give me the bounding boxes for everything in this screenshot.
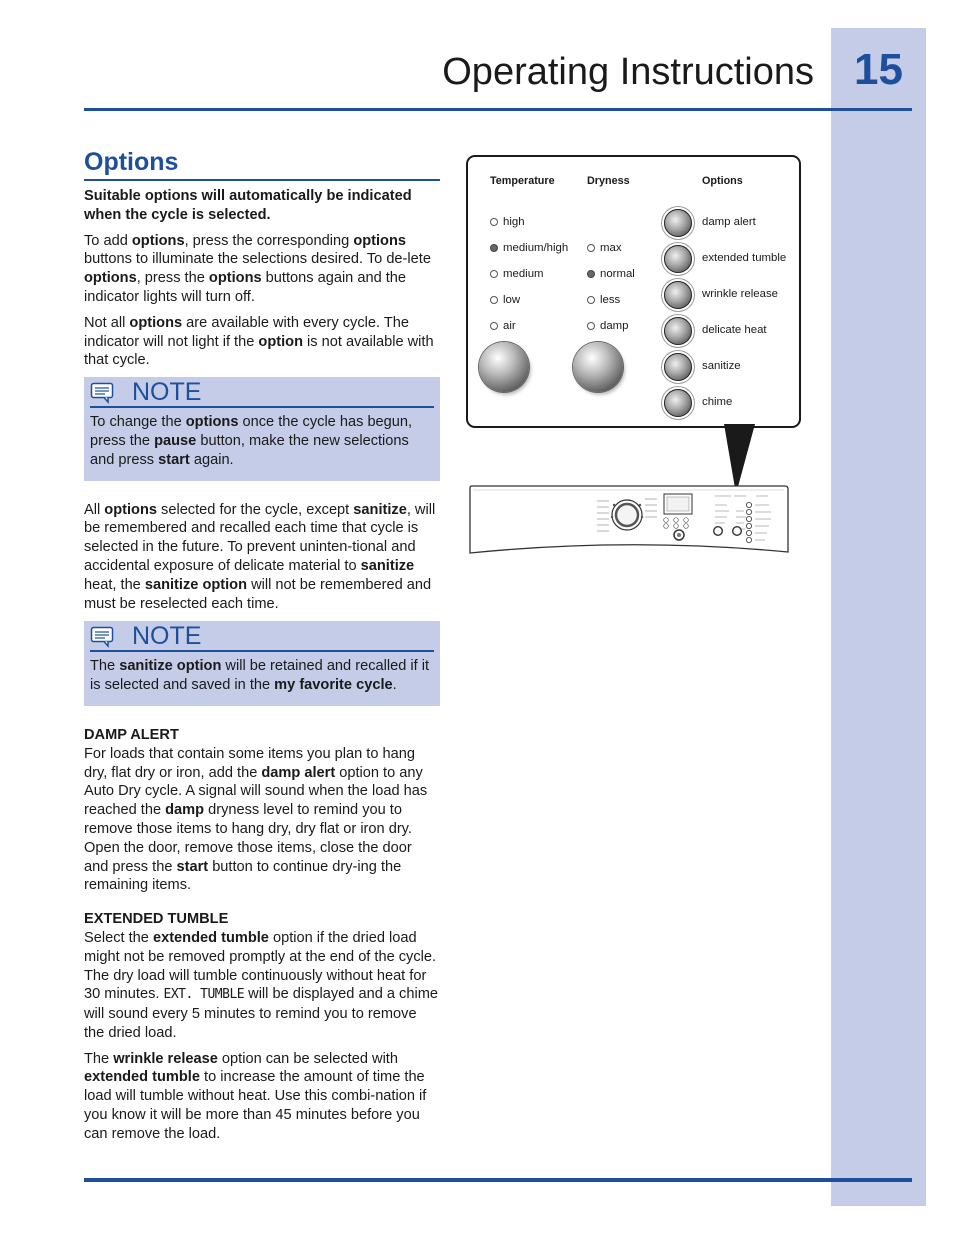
temperature-header: Temperature	[490, 175, 555, 187]
dryness-less-indicator: less	[587, 294, 620, 306]
temperature-knob[interactable]	[479, 342, 529, 392]
note-header	[90, 624, 434, 652]
note-title: NOTE	[132, 622, 202, 651]
note-box-change-options	[84, 377, 440, 480]
temp-medium-indicator: medium	[490, 268, 544, 280]
extended-tumble-label: extended tumble	[702, 252, 787, 264]
indicator-light	[587, 270, 595, 278]
control-panel-detail	[466, 155, 801, 428]
remembered-options-paragraph: All options selected for the cycle, except sanitize, will be remembered and recalled each time that cycle is selected in the future. To prevent uninten-tional and accidental exposure of delicate material to sanitize heat, the sanitize option will not be remembered and must be reselected each time.	[84, 501, 436, 612]
extended-tumble-paragraph: Select the extended tumble option if the dried load might not be removed promptly at the end of the cycle. The dry load will tumble continuously without heat for 30 minutes. EXT. TUMBLE will be displayed and a chime will sound every 5 minutes to remind you to remove the dried load.	[84, 929, 438, 1041]
note-box-sanitize	[84, 621, 440, 706]
options-header: Options	[702, 175, 743, 187]
dryness-knob[interactable]	[573, 342, 623, 392]
side-band	[831, 28, 926, 1206]
page-number: 15	[854, 45, 903, 94]
temp-medium-high-indicator: medium/high	[490, 242, 568, 254]
dryness-header: Dryness	[587, 175, 630, 187]
wrinkle-release-paragraph: The wrinkle release option can be selected with extended tumble to increase the amount of time the load will tumble without heat. Use this combi-nation if you know it will be more than 45 minutes before you can remove the load.	[84, 1050, 427, 1142]
delicate-heat-label: delicate heat	[702, 324, 767, 336]
note-header	[90, 380, 434, 408]
indicator-light	[490, 244, 498, 252]
indicator-light	[587, 296, 595, 304]
sanitize-label: sanitize	[702, 360, 741, 372]
indicator-light	[490, 218, 498, 226]
note-icon	[90, 626, 114, 648]
dryness-damp-indicator: damp	[587, 320, 629, 332]
damp-alert-paragraph: For loads that contain some items you plan to hang dry, flat dry or iron, add the damp alert option to any Auto Dry cycle. A signal will sound when the load has reached the damp dryness level to remind you to remove those items to hang dry, dry flat or iron dry. Open the door, remove those items, close the door and press the start button to continue dry-ing the remaining items.	[84, 745, 428, 894]
wrinkle-release-label: wrinkle release	[702, 288, 778, 300]
damp-alert-button[interactable]	[664, 209, 692, 237]
indicator-light	[587, 322, 595, 330]
damp-alert-heading: DAMP ALERT	[84, 726, 179, 743]
delicate-heat-button[interactable]	[664, 317, 692, 345]
temp-air-indicator: air	[490, 320, 516, 332]
header-rule	[84, 108, 912, 111]
intro-paragraph: Suitable options will automatically be indicated when the cycle is selected.	[84, 188, 412, 223]
chime-button[interactable]	[664, 389, 692, 417]
dryness-normal-indicator: normal	[587, 268, 635, 280]
note-body: To change the options once the cycle has begun, press the pause button, make the new selections and press start again.	[90, 414, 413, 468]
indicator-light	[490, 270, 498, 278]
indicator-light	[490, 322, 498, 330]
note-title: NOTE	[132, 378, 202, 407]
dryness-max-indicator: max	[587, 242, 622, 254]
page-title: Operating Instructions	[442, 51, 814, 93]
availability-paragraph: Not all options are available with every cycle. The indicator will not light if the option is not available with that cycle.	[84, 314, 434, 369]
extended-tumble-button[interactable]	[664, 245, 692, 273]
note-icon	[90, 382, 114, 404]
chime-label: chime	[702, 396, 733, 408]
text-column	[84, 150, 440, 1151]
note-body: The sanitize option will be retained and recalled if it is selected and saved in the my favorite cycle.	[90, 658, 430, 694]
damp-alert-label: damp alert	[702, 216, 756, 228]
footer-rule	[84, 1178, 912, 1182]
sanitize-button[interactable]	[664, 353, 692, 381]
indicator-light	[587, 244, 595, 252]
temp-high-indicator: high	[490, 216, 525, 228]
indicator-light	[490, 296, 498, 304]
add-options-paragraph: To add options, press the corresponding options buttons to illuminate the selections desired. To de-lete options, press the options buttons again and the indicator lights will turn off.	[84, 232, 431, 305]
extended-tumble-heading: EXTENDED TUMBLE	[84, 911, 229, 928]
dryer-console-illustration	[469, 485, 791, 557]
wrinkle-release-button[interactable]	[664, 281, 692, 309]
section-title: Options	[84, 150, 440, 181]
temp-low-indicator: low	[490, 294, 520, 306]
